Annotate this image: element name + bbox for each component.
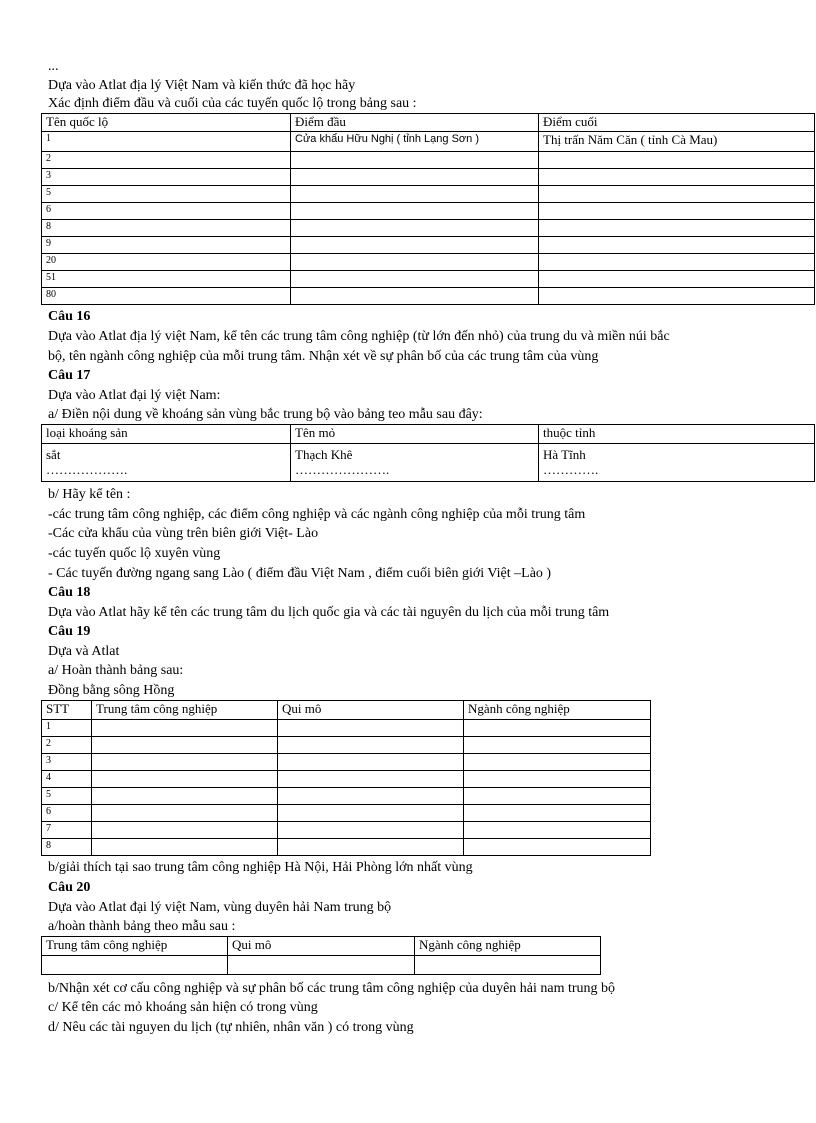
scale-cell[interactable] [278,805,464,822]
question-17-line-2: a/ Điền nội dung về khoáng sản vùng bắc trung bộ vào bảng teo mẫu sau đây: [48,407,483,422]
center-cell[interactable] [92,788,278,805]
route-number: 5 [42,186,291,203]
start-point[interactable] [291,220,539,237]
question-17-b: b/ Hãy kể tên : [48,487,131,502]
table-row [42,288,815,305]
header-cell: STT [42,701,92,720]
table-row [42,152,815,169]
table-row [42,771,651,788]
question-19-line-1: Dựa và Atlat [48,644,120,659]
table-row [42,444,815,482]
start-point[interactable] [291,254,539,271]
table-row [42,754,651,771]
start-point[interactable] [291,203,539,220]
stt-cell: 4 [42,771,92,788]
industry-cell[interactable] [464,720,651,737]
start-point[interactable] [291,237,539,254]
center-cell[interactable] [92,771,278,788]
end-point[interactable] [539,169,815,186]
dots-placeholder: ………………. [46,462,128,477]
end-point[interactable] [539,271,815,288]
question-20-line-2: a/hoàn thành bảng theo mẫu sau : [48,919,236,934]
industry-cell[interactable] [464,805,651,822]
stt-cell: 3 [42,754,92,771]
header-cell: Trung tâm công nghiệp [42,937,228,956]
start-point[interactable] [291,169,539,186]
header-cell: Trung tâm công nghiệp [92,701,278,720]
stt-cell: 1 [42,720,92,737]
mineral-name: sắt [46,447,61,462]
mine-name: Thạch Khê [295,447,353,462]
table-row [42,822,651,839]
table-row [42,237,815,254]
scale-cell[interactable] [278,754,464,771]
route-number: 20 [42,254,291,271]
stt-cell: 2 [42,737,92,754]
province-name: Hà Tĩnh [543,447,586,462]
center-cell[interactable] [92,839,278,856]
question-16-line-2: bộ, tên ngành công nghiệp của mỗi trung tâm. Nhận xét về sự phân bố của các trung tâm của vùng [48,349,599,364]
stt-cell: 6 [42,805,92,822]
table-row [42,956,601,975]
end-point[interactable] [539,186,815,203]
end-point[interactable] [539,203,815,220]
route-number: 1 [42,132,291,152]
table-row [42,169,815,186]
question-17-b-item-1: -các trung tâm công nghiệp, các điểm công nghiệp và các ngành công nghiệp của mỗi trung tâm [48,507,586,522]
table-row [42,254,815,271]
header-cell: Điểm cuối [539,114,815,132]
scale-cell[interactable] [278,771,464,788]
minerals-table [41,424,815,482]
header-cell: thuộc tỉnh [539,425,815,444]
coastal-industry-table [41,936,601,975]
question-18-line-1: Dựa vào Atlat hãy kể tên các trung tâm du lịch quốc gia và các tài nguyên du lịch của mỗi trung tâm [48,605,610,620]
table-row [42,203,815,220]
stt-cell: 8 [42,839,92,856]
center-cell[interactable] [92,805,278,822]
header-cell: Tên quốc lộ [42,114,291,132]
intro-line-2: Xác định điểm đầu và cuối của các tuyến quốc lộ trong bảng sau : [48,96,417,111]
question-20-heading: Câu 20 [48,880,91,895]
center-cell[interactable] [92,737,278,754]
question-20-b: b/Nhận xét cơ cấu công nghiệp và sự phân bố các trung tâm công nghiệp của duyên hải nam trung bộ [48,981,616,996]
industrial-centers-table [41,700,651,856]
question-18-heading: Câu 18 [48,585,91,600]
question-16-heading: Câu 16 [48,309,91,324]
header-cell: Qui mô [228,937,415,956]
scale-cell[interactable] [228,956,415,975]
table-header-row [42,425,815,444]
question-20-d: d/ Nêu các tài nguyen du lịch (tự nhiên, nhân văn ) có trong vùng [48,1020,414,1035]
end-point[interactable] [539,237,815,254]
table-row [42,720,651,737]
question-17-b-item-2: -Các cửa khẩu của vùng trên biên giới Việt- Lào [48,526,319,541]
table-row [42,186,815,203]
header-cell: Qui mô [278,701,464,720]
industry-cell[interactable] [464,771,651,788]
end-point[interactable] [539,220,815,237]
end-point[interactable] [539,288,815,305]
header-cell: Ngành công nghiệp [415,937,601,956]
end-point[interactable] [539,254,815,271]
industry-cell[interactable] [464,839,651,856]
center-cell[interactable] [92,720,278,737]
question-17-heading: Câu 17 [48,368,91,383]
question-19-line-2: a/ Hoàn thành bảng sau: [48,663,184,678]
scale-cell[interactable] [278,720,464,737]
table-row [42,132,815,152]
question-19-b: b/giải thích tại sao trung tâm công nghiệp Hà Nội, Hải Phòng lớn nhất vùng [48,860,473,875]
stt-cell: 5 [42,788,92,805]
header-cell: Tên mỏ [291,425,539,444]
stt-cell: 7 [42,822,92,839]
header-cell: loại khoáng sản [42,425,291,444]
route-number: 51 [42,271,291,288]
header-cell: Ngành công nghiệp [464,701,651,720]
industry-cell[interactable] [464,788,651,805]
dots-placeholder: …………………. [295,462,390,477]
question-19-heading: Câu 19 [48,624,91,639]
start-point[interactable] [291,186,539,203]
header-cell: Điểm đầu [291,114,539,132]
table-row [42,220,815,237]
start-point[interactable] [291,271,539,288]
table-row [42,839,651,856]
question-17-line-1: Dựa vào Atlat đại lý việt Nam: [48,388,221,403]
scale-cell[interactable] [278,737,464,754]
table-header-row [42,701,651,720]
center-cell[interactable] [92,822,278,839]
scale-cell[interactable] [278,788,464,805]
question-17-b-item-3: -các tuyến quốc lộ xuyên vùng [48,546,221,561]
mine-cell [291,444,539,482]
question-16-line-1: Dựa vào Atlat địa lý việt Nam, kể tên các trung tâm công nghiệp (từ lớn đến nhỏ) của trung du và miền núi bắc [48,329,670,344]
table-row [42,805,651,822]
intro-line-1: Dựa vào Atlat địa lý Việt Nam và kiến thức đã học hãy [48,78,356,93]
route-number: 6 [42,203,291,220]
routes-table [41,113,815,305]
start-point[interactable] [291,288,539,305]
scale-cell[interactable] [278,839,464,856]
table-header-row [42,937,601,956]
route-number: 3 [42,169,291,186]
table-header-row [42,114,815,132]
dots-placeholder: …………. [543,462,599,477]
scale-cell[interactable] [278,822,464,839]
question-20-line-1: Dựa vào Atlat đại lý việt Nam, vùng duyên hải Nam trung bộ [48,900,392,915]
table-row [42,271,815,288]
center-cell[interactable] [92,754,278,771]
industry-cell[interactable] [415,956,601,975]
table-row [42,737,651,754]
start-point: Cửa khẩu Hữu Nghị ( tỉnh Lạng Sơn ) [291,132,539,152]
end-point[interactable] [539,152,815,169]
ellipsis-text: ... [48,59,59,74]
start-point[interactable] [291,152,539,169]
province-cell [539,444,815,482]
center-cell[interactable] [42,956,228,975]
route-number: 8 [42,220,291,237]
question-20-c: c/ Kể tên các mỏ khoáng sản hiện có trong vùng [48,1000,318,1015]
route-number: 80 [42,288,291,305]
industry-cell[interactable] [464,822,651,839]
route-number: 9 [42,237,291,254]
industry-cell[interactable] [464,754,651,771]
mineral-cell [42,444,291,482]
table-row [42,788,651,805]
question-19-line-3: Đồng bằng sông Hồng [48,683,175,698]
question-17-b-item-4: - Các tuyến đường ngang sang Lào ( điểm đầu Việt Nam , điểm cuối biên giới Việt –Lào ) [48,566,552,581]
industry-cell[interactable] [464,737,651,754]
route-number: 2 [42,152,291,169]
end-point: Thị trấn Năm Căn ( tỉnh Cà Mau) [539,132,815,152]
